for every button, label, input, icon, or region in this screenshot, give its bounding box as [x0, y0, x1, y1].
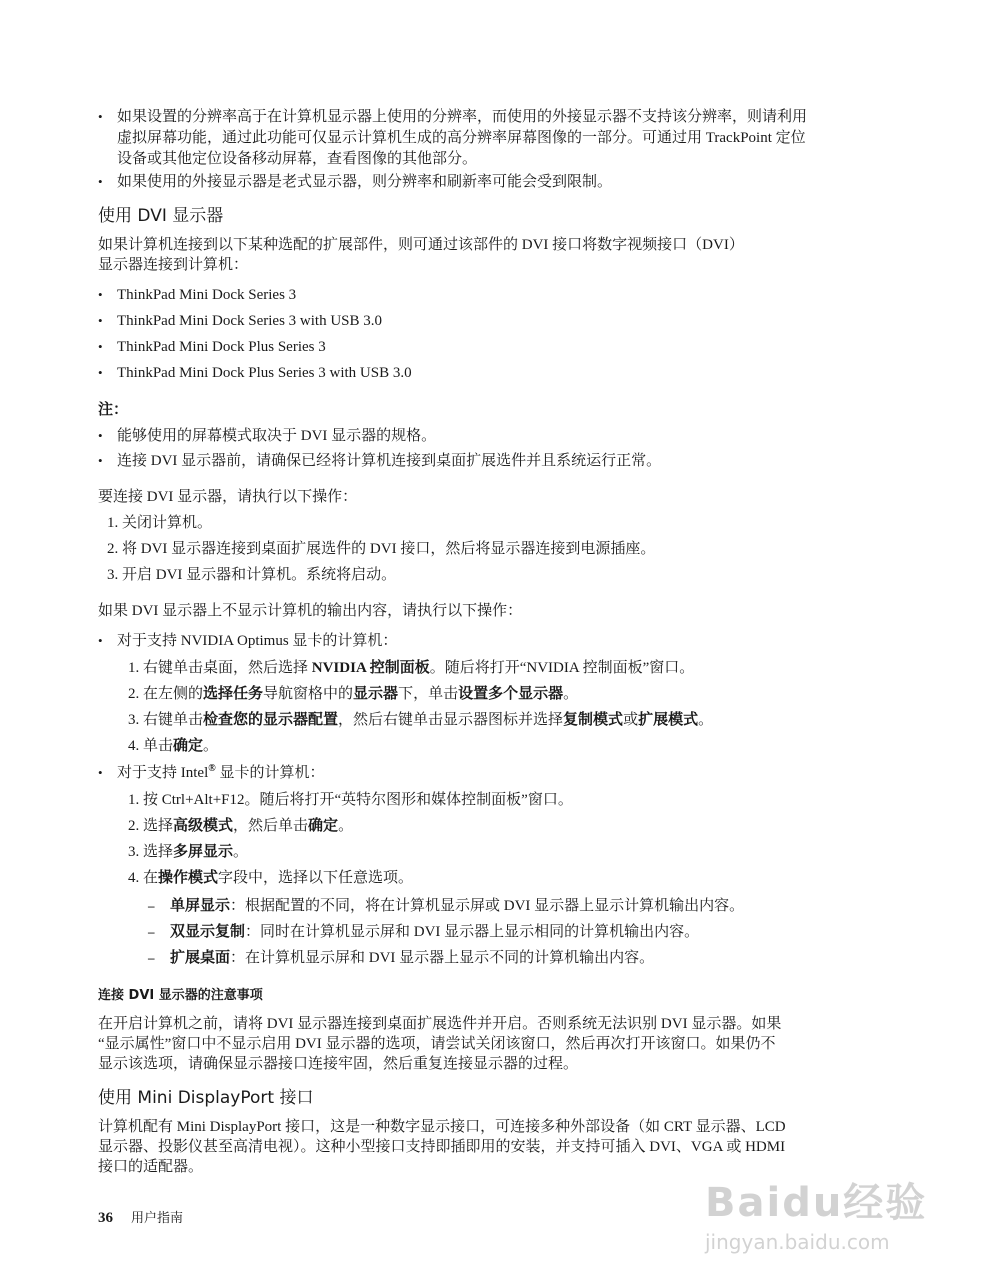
bullet: •	[98, 765, 103, 780]
ui-term: 复制模式	[563, 712, 624, 728]
text: 字段中，选择以下任意选项。	[218, 870, 414, 886]
text: 4. 在	[128, 870, 159, 886]
subsection-heading: 连接 DVI 显示器的注意事项	[98, 988, 263, 1003]
intel-step-4	[128, 868, 413, 888]
text: 下，单击	[398, 686, 459, 702]
dash: –	[148, 898, 155, 913]
text: 对于支持 Intel	[117, 765, 209, 781]
ui-term: 检查您的显示器配置	[203, 712, 339, 728]
note-item: 能够使用的屏幕模式取决于 DVI 显示器的规格。	[117, 428, 437, 444]
intel-step-3	[128, 842, 248, 862]
watermark-logo: Baidu经验	[705, 1180, 928, 1226]
ui-term: 设置多个显示器	[458, 686, 564, 702]
text: 导航窗格中的	[263, 686, 354, 702]
bullet: •	[98, 339, 103, 354]
dash: –	[148, 924, 155, 939]
text: 3. 右键单击	[128, 712, 204, 728]
text: 。	[563, 686, 579, 702]
paragraph-line: “显示属性”窗口中不显示启用 DVI 显示器的选项，请尝试关闭该窗口，然后再次打开该窗口。如果仍不	[98, 1036, 776, 1052]
bullet: •	[98, 313, 103, 328]
section-heading: 使用 DVI 显示器	[98, 206, 224, 226]
mode-item	[170, 896, 744, 916]
text: 。	[233, 844, 249, 860]
note-label: 注：	[98, 402, 129, 418]
watermark-url: jingyan.baidu.com	[705, 1230, 890, 1254]
dock-item: ThinkPad Mini Dock Plus Series 3 with USB 3.0	[117, 365, 412, 381]
steps-intro: 要连接 DVI 显示器，请执行以下操作：	[98, 489, 358, 505]
paragraph-line: 接口的适配器。	[98, 1159, 204, 1175]
text: ：在计算机显示屏和 DVI 显示器上显示不同的计算机输出内容。	[230, 950, 655, 966]
paragraph-line: 显示器连接到计算机：	[98, 257, 249, 273]
ui-term: 双显示复制	[170, 924, 246, 940]
baidu-watermark	[705, 1180, 989, 1280]
page-number: 36	[98, 1210, 113, 1226]
text: 。随后将打开“NVIDIA 控制面板”窗口。	[429, 660, 695, 676]
footer-title: 用户指南	[131, 1210, 184, 1225]
bullet: •	[98, 453, 103, 468]
ui-term: 扩展桌面	[170, 950, 231, 966]
ui-term: 确定	[308, 818, 339, 834]
bullet: •	[98, 428, 103, 443]
text: ，然后右键单击显示器图标并选择	[338, 712, 564, 728]
ui-term: 高级模式	[173, 818, 234, 834]
paragraph-line: 显示该选项，请确保显示器接口连接牢固，然后重复连接显示器的过程。	[98, 1056, 579, 1072]
intel-step-1: 1. 按 Ctrl+Alt+F12。随后将打开“英特尔图形和媒体控制面板”窗口。	[128, 792, 573, 808]
text: ：同时在计算机显示屏和 DVI 显示器上显示相同的计算机输出内容。	[245, 924, 700, 940]
step: 1. 关闭计算机。	[107, 515, 213, 531]
ui-term: 多屏显示	[173, 844, 234, 860]
mode-item	[170, 922, 699, 942]
bullet: •	[98, 109, 103, 124]
dock-item: ThinkPad Mini Dock Series 3	[117, 287, 297, 303]
note-item: 连接 DVI 显示器前，请确保已经将计算机连接到桌面扩展选件并且系统运行正常。	[117, 453, 662, 469]
step: 2. 将 DVI 显示器连接到桌面扩展选件的 DVI 接口，然后将显示器连接到电源插座。	[107, 541, 656, 557]
paragraph-line: 如果计算机连接到以下某种选配的扩展部件，则可通过该部件的 DVI 接口将数字视频接口（DVI）	[98, 237, 744, 253]
ui-term: 单屏显示	[170, 898, 231, 914]
step: 3. 开启 DVI 显示器和计算机。系统将启动。	[107, 567, 397, 583]
text: ，然后单击	[233, 818, 309, 834]
paragraph-line: 在开启计算机之前，请将 DVI 显示器连接到桌面扩展选件并开启。否则系统无法识别 DVI 显示器。如果	[98, 1016, 782, 1032]
text: 1. 右键单击桌面，然后选择	[128, 660, 312, 676]
bullet: •	[98, 365, 103, 380]
paragraph-line: 虚拟屏幕功能，通过此功能可仅显示计算机生成的高分辨率屏幕图像的一部分。可通过用 TrackPoint 定位	[117, 130, 806, 146]
text: 。	[203, 738, 219, 754]
text: 显卡的计算机：	[215, 765, 325, 781]
paragraph-line: 如果设置的分辨率高于在计算机显示器上使用的分辨率，而使用的外接显示器不支持该分辨率，则请利用	[117, 109, 808, 125]
text: 2. 选择	[128, 818, 174, 834]
ui-term: 确定	[173, 738, 204, 754]
nvidia-step-2	[128, 684, 578, 704]
registered-mark: ®	[208, 763, 216, 774]
text: 4. 单击	[128, 738, 174, 754]
text: 3. 选择	[128, 844, 174, 860]
ui-term: 扩展模式	[638, 712, 699, 728]
ui-term: 选择任务	[203, 686, 264, 702]
ui-term: 操作模式	[158, 870, 219, 886]
nvidia-step-1	[128, 658, 694, 678]
paragraph-line: 计算机配有 Mini DisplayPort 接口，这是一种数字显示接口，可连接多种外部设备（如 CRT 显示器、LCD	[98, 1119, 786, 1135]
troubleshoot-intro: 如果 DVI 显示器上不显示计算机的输出内容，请执行以下操作：	[98, 603, 523, 619]
text: 或	[623, 712, 639, 728]
nvidia-step-4	[128, 736, 218, 756]
text: 2. 在左侧的	[128, 686, 204, 702]
page-footer	[98, 1208, 183, 1228]
dock-item: ThinkPad Mini Dock Plus Series 3	[117, 339, 326, 355]
bullet: •	[98, 174, 103, 189]
bullet: •	[98, 287, 103, 302]
text: 。	[698, 712, 714, 728]
section-heading: 使用 Mini DisplayPort 接口	[98, 1088, 314, 1108]
intel-title	[117, 763, 325, 783]
mode-item	[170, 948, 654, 968]
paragraph-line: 如果使用的外接显示器是老式显示器，则分辨率和刷新率可能会受到限制。	[117, 174, 613, 190]
paragraph-line: 显示器、投影仪甚至高清电视）。这种小型接口支持即插即用的安装，并支持可插入 DVI、VGA 或 HDMI	[98, 1139, 786, 1155]
text: 。	[338, 818, 354, 834]
bullet: •	[98, 633, 103, 648]
ui-term: NVIDIA 控制面板	[311, 660, 430, 676]
text: ：根据配置的不同，将在计算机显示屏或 DVI 显示器上显示计算机输出内容。	[230, 898, 745, 914]
intel-step-2	[128, 816, 353, 836]
ui-term: 显示器	[353, 686, 399, 702]
nvidia-title: 对于支持 NVIDIA Optimus 显卡的计算机：	[117, 633, 398, 649]
nvidia-step-3	[128, 710, 713, 730]
dock-item: ThinkPad Mini Dock Series 3 with USB 3.0	[117, 313, 382, 329]
dash: –	[148, 950, 155, 965]
paragraph-line: 设备或其他定位设备移动屏幕，查看图像的其他部分。	[117, 151, 478, 167]
